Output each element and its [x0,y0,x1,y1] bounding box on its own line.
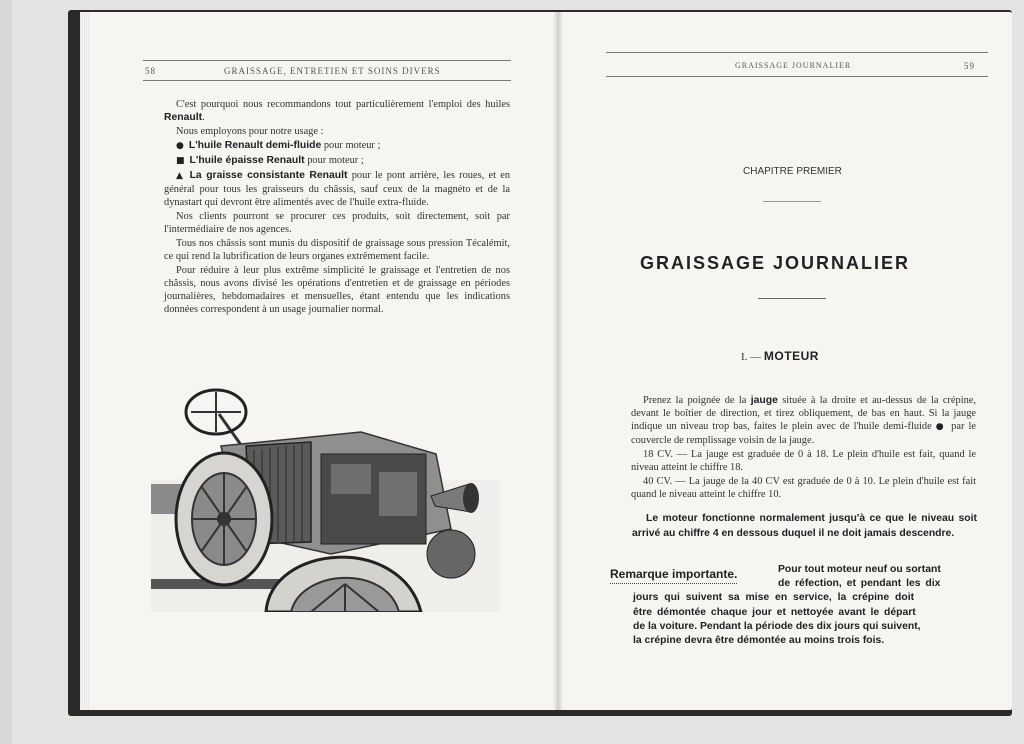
remark-label: Remarque importante. [610,567,737,584]
remark-line: de la voiture. Pendant la période des dix jours qui suivent, [633,621,921,632]
divider [758,298,826,299]
remark-line: être démontée chaque jour et nettoyée avant le départ [633,607,916,618]
chapter-title: GRAISSAGE JOURNALIER [640,253,911,273]
car-engraving-image [151,384,500,612]
header-rule-bottom [606,76,988,77]
section-heading: I. — MOTEUR [741,349,819,363]
paragraph: Prenez la poignée de la jauge située à la droite et au-dessus de la crépine, devant le boîtier de direction, et tirez obliquement, de bas en haut. Si la jauge indique un niveau trop bas, faites le plein avec de l'huile demi-fluide ● par le couvercle de remplissage voisin de la jauge. [631,395,977,446]
left-running-head: GRAISSAGE, ENTRETIEN ET SOINS DIVERS [224,66,441,76]
chapter-label: CHAPITRE PREMIER [743,166,842,177]
header-rule-top [143,60,511,61]
circle-symbol-icon: ● [935,422,946,432]
circle-symbol-icon: ● [176,141,184,151]
paragraph: C'est pourquoi nous recommandons tout particulièrement l'emploi des huiles Renault. [164,99,510,123]
paragraph: 40 CV. — La jauge de la 40 CV est graduée de 0 à 10. Le plein d'huile est fait quand le niveau atteint le chiffre 10. [631,476,976,500]
paragraph: Nous employons pour notre usage : [176,126,324,137]
remark-line: de réfection, et pendant les dix [778,578,941,589]
right-body-text [631,394,976,502]
list-item: ▲ La graisse consistante Renault pour le pont arrière, les roues, et en général pour tous les graisseurs du châssis, sauf ceux de la magnéto et de la dynastart qui devront être alimentés avec de l'huile extra-fluide. [164,170,511,208]
left-page-number: 58 [145,66,156,76]
triangle-symbol-icon: ▲ [176,171,185,181]
right-running-head: GRAISSAGE JOURNALIER [735,61,852,70]
remark-line: la crépine devra être démontée au moins trois fois. [633,635,885,646]
right-page-number: 59 [964,61,975,71]
remark-line: Pour tout moteur neuf ou sortant [778,564,941,575]
square-symbol-icon: ■ [176,156,185,166]
remark-line: jours qui suivent sa mise en service, la crépine doit [633,592,915,603]
list-item: ● L'huile Renault demi-fluide pour moteur ; [176,140,381,151]
book-gutter [553,12,563,710]
left-body-text [164,98,510,317]
divider [763,201,821,202]
paragraph: Nos clients pourront se procurer ces produits, soit directement, soit par l'intermédiaire de nos agences. [164,211,510,235]
header-rule-bottom [143,80,511,81]
header-rule-top [606,52,988,53]
paragraph: Tous nos châssis sont munis du dispositif de graissage sous pression Técalémit, ce qui rend la lubrification de leurs organes extrêmement facile. [164,238,510,262]
paragraph: 18 CV. — La jauge est graduée de 0 à 18. Le plein d'huile est fait, quand le niveau atteint le chiffre 18. [631,449,976,473]
list-item: ■ L'huile épaisse Renault pour moteur ; [176,155,364,166]
scan-background [0,0,12,744]
bold-paragraph: Le moteur fonctionne normalement jusqu'à ce que le niveau soit arrivé au chiffre 4 en dessous duquel il ne doit jamais descendre. [632,513,977,539]
paragraph: Pour réduire à leur plus extrême simplicité le graissage et l'entretien de nos châssis, nous avons divisé les opérations d'entretien et de graissage en périodes journalières, hebdomadaires et mensuelles, étant entendu que les indications données correspondent à un usage journalier normal. [164,265,510,315]
page-edges [80,12,90,710]
